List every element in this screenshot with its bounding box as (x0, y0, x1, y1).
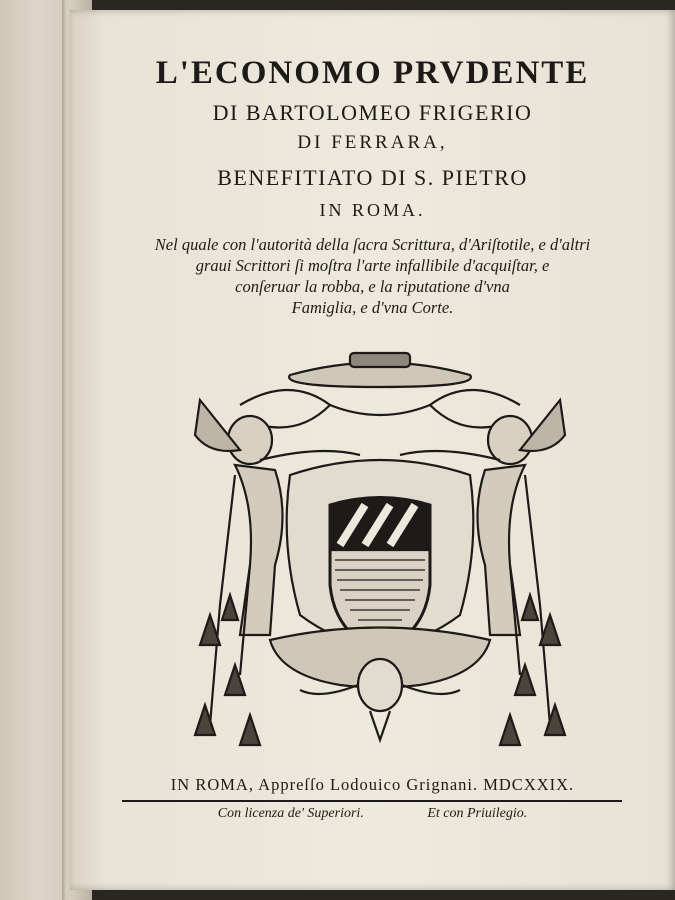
benefice-line: BENEFITIATO DI S. PIETRO (217, 165, 528, 190)
description-line-1: Nel quale con l'autorità della ſacra Scrittura, d'Ariſtotile, e d'altri (154, 235, 591, 254)
page-fold-shadow (62, 0, 66, 900)
title-page (70, 10, 675, 890)
description-line-4: Famiglia, e d'vna Corte. (291, 298, 454, 317)
license-privilege: Et con Priuilegio. (427, 806, 528, 821)
description-line-2: graui Scrittori ſi moſtra l'arte infallibile d'acquiſtar, e (195, 256, 550, 275)
imprint-rule (122, 800, 622, 802)
author-city: DI FERRARA, (297, 132, 448, 153)
coat-of-arms-woodcut (180, 345, 580, 765)
license-superiors: Con licenza de' Superiori. (217, 806, 364, 821)
place-line: IN ROMA. (319, 200, 426, 220)
book-title: L'ECONOMO PRVDENTE (155, 55, 590, 91)
author-line: DI BARTOLOMEO FRIGERIO (212, 100, 533, 125)
publisher-imprint: IN ROMA, Appreſſo Lodouico Grignani. MDCXXIX. (170, 775, 575, 794)
description-line-3: conſeruar la robba, e la riputatione d'vna (235, 277, 510, 296)
license-line (70, 806, 675, 822)
